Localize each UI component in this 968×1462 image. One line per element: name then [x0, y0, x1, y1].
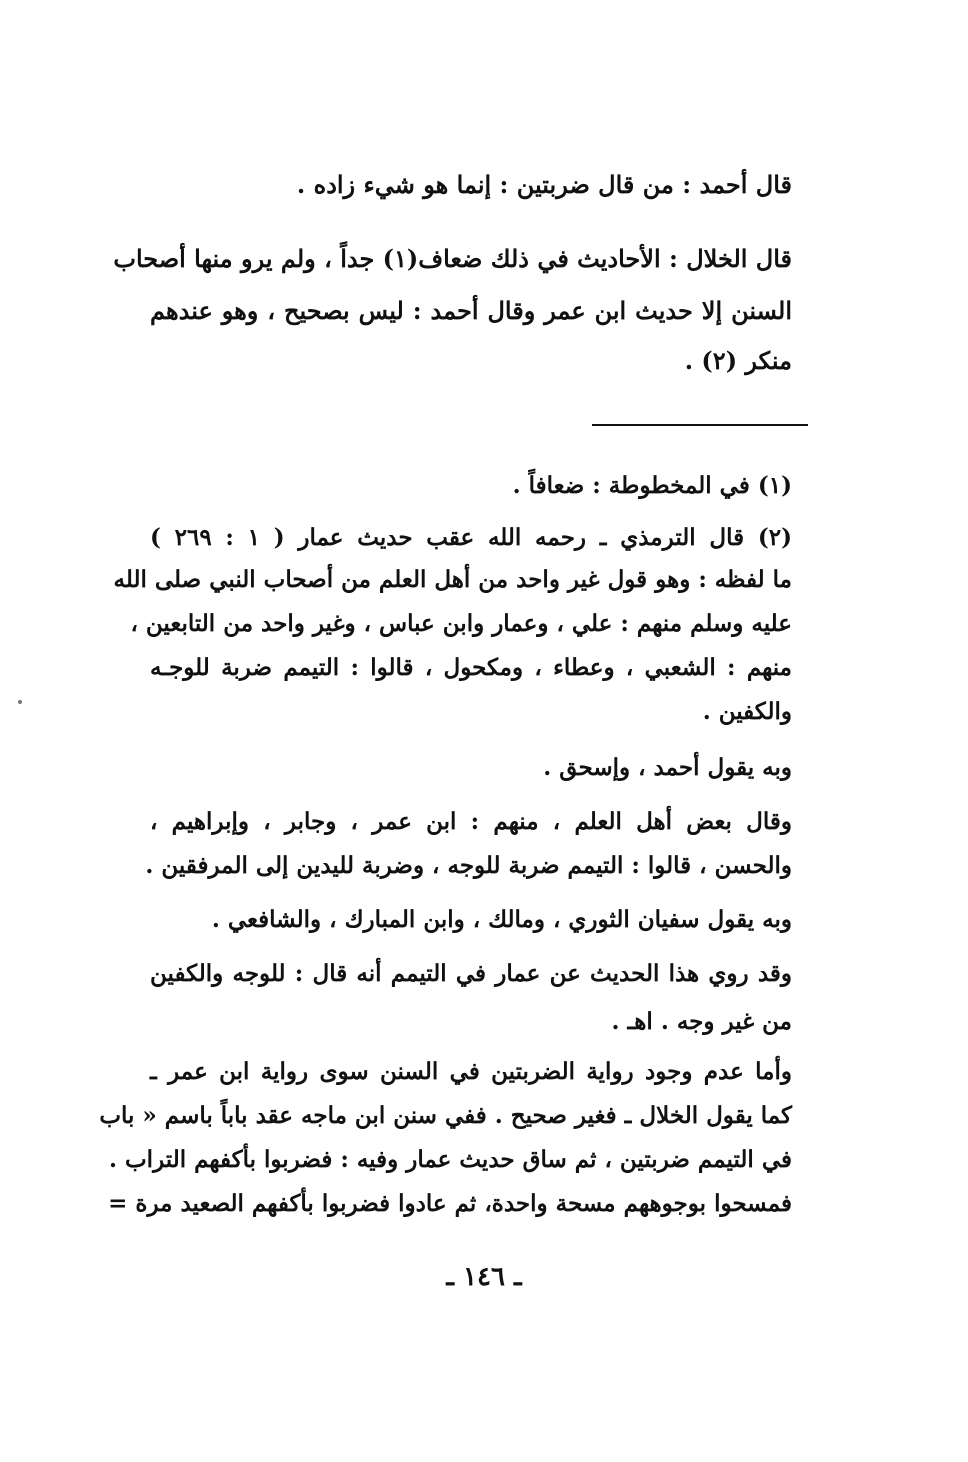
footnote-2-line-5: والكفين .	[702, 698, 792, 725]
footnote-paragraph-6-line-2: من غير وجه . اهـ .	[611, 1008, 792, 1035]
footnote-2-line-4: منهم : الشعبي ، وعطاء ، ومكحول ، قالوا : التيمم ضربة للوجـه	[150, 654, 792, 681]
page-number: ـ ١٤٦ ـ	[446, 1262, 522, 1292]
footnote-1: (١) في المخطوطة : ضعافاً .	[512, 472, 792, 499]
footnote-paragraph-7-line-4: فمسحوا بوجوههم مسحة واحدة، ثم عادوا فضربوا بأكفهم الصعيد مرة =	[108, 1190, 792, 1217]
footnote-paragraph-7-line-2: كما يقول الخلال ـ فغير صحيح . ففي سنن ابن ماجه عقد باباً باسم « باب	[99, 1102, 792, 1129]
main-paragraph-2-line-3: منكر (٢) .	[684, 346, 792, 375]
footnote-2-line-1: (٢) قال الترمذي ـ رحمه الله عقب حديث عمار ( ١ : ٢٦٩ )	[150, 524, 792, 551]
footnote-2-line-3: عليه وسلم منهم : علي ، وعمار وابن عباس ، وغير واحد من التابعين ،	[130, 610, 792, 637]
footnote-separator	[592, 424, 808, 426]
main-paragraph-1: قال أحمد : من قال ضربتين : إنما هو شيء زاده .	[296, 170, 792, 199]
footnote-paragraph-5: وبه يقول سفيان الثوري ، ومالك ، وابن المبارك ، والشافعي .	[211, 906, 792, 933]
main-paragraph-2-line-2: السنن إلا حديث ابن عمر وقال أحمد : ليس بصحيح ، وهو عندهم	[150, 296, 792, 325]
footnote-paragraph-7-line-3: في التيمم ضربتين ، ثم ساق حديث عمار وفيه : فضربوا بأكفهم التراب .	[109, 1146, 792, 1173]
footnote-paragraph-4-line-2: والحسن ، قالوا : التيمم ضربة للوجه ، وضربة لليدين إلى المرفقين .	[145, 852, 792, 879]
main-paragraph-2-line-1: قال الخلال : الأحاديث في ذلك ضعاف(١) جداً ، ولم يرو منها أصحاب	[113, 244, 792, 273]
footnote-paragraph-4-line-1: وقال بعض أهل العلم ، منهم : ابن عمر ، وجابر ، وإبراهيم ،	[150, 808, 792, 835]
footnote-paragraph-3: وبه يقول أحمد ، وإسحق .	[543, 754, 792, 781]
footnote-paragraph-7-line-1: وأما عدم وجود رواية الضربتين في السنن سوى رواية ابن عمر ـ	[150, 1058, 792, 1085]
footnote-paragraph-6-line-1: وقد روي هذا الحديث عن عمار في التيمم أنه قال : للوجه والكفين	[150, 960, 792, 987]
scan-speck	[18, 700, 22, 704]
footnote-2-line-2: ما لفظه : وهو قول غير واحد من أهل العلم من أصحاب النبي صلى الله	[113, 566, 792, 593]
